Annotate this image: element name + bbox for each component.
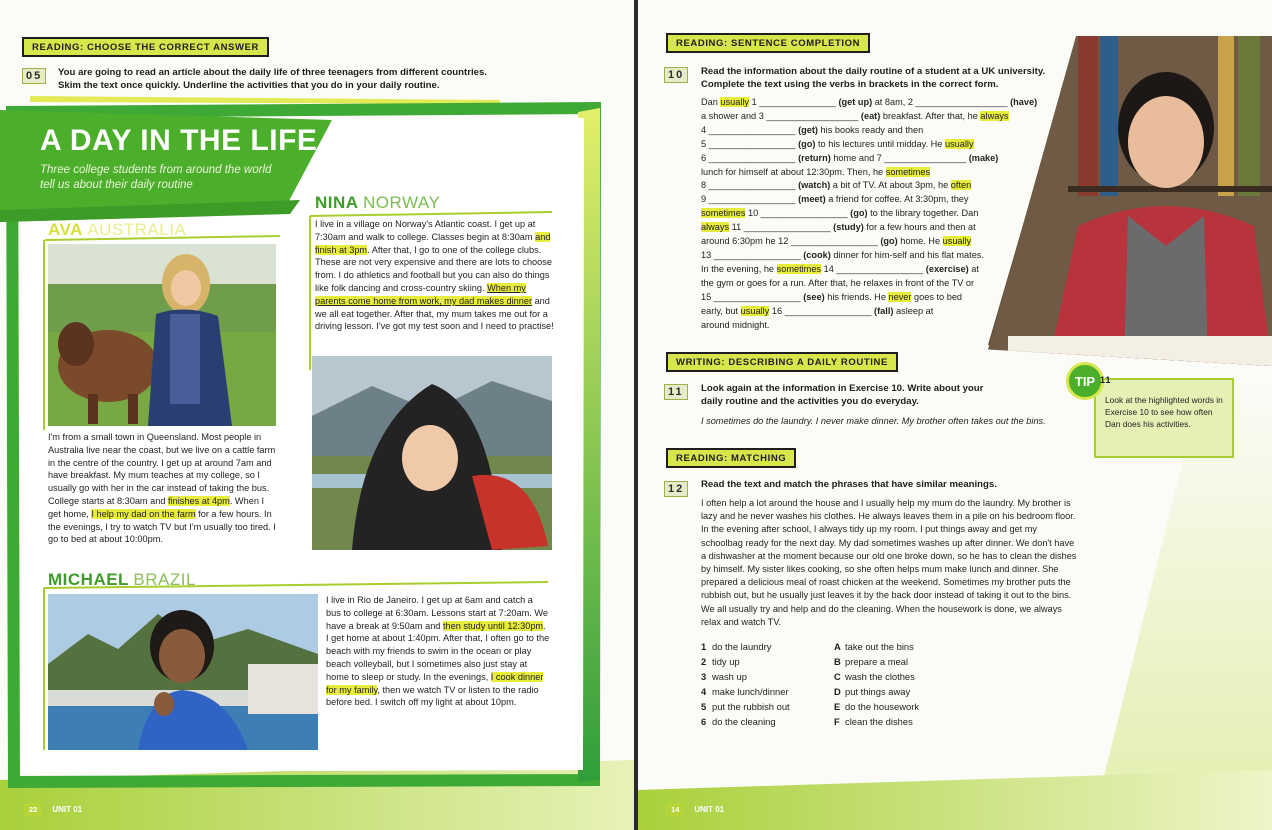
tip-number: 11 bbox=[1100, 375, 1112, 385]
michael-text bbox=[326, 594, 550, 709]
exercise-11-instruction bbox=[701, 382, 1031, 408]
matching-left-item: 5 put the rubbish out bbox=[701, 701, 790, 712]
article-title: A DAY IN THE LIFE bbox=[40, 124, 318, 157]
article-subtitle-line-1: Three college students from around the world bbox=[40, 164, 272, 176]
ava-country: AUSTRALIA bbox=[87, 220, 187, 239]
left-unit-label: UNIT 01 bbox=[52, 805, 83, 814]
michael-text-3: , then we watch TV or listen to the radio before bed. I switch off my light at about 10pm. bbox=[326, 684, 539, 708]
exercise-number-11: 11 bbox=[664, 384, 688, 400]
exercise-10-instruction bbox=[701, 65, 1061, 91]
left-page bbox=[0, 0, 634, 830]
article-subtitle-line-2: tell us about their daily routine bbox=[40, 179, 193, 191]
matching-right-item: A take out the bins bbox=[834, 641, 914, 652]
michael-photo bbox=[48, 594, 318, 750]
ava-text-1: I'm from a small town in Queensland. Most people in Australia live near the coast, but we live on a cattle farm in the centre of the country. I get up at around 7am and have breakfast. My mum teaches at my college, so I usually go with her in the car instead of taking the bus. College starts at 8:30am and bbox=[48, 432, 276, 506]
nina-first-name: NINA bbox=[315, 193, 359, 212]
nina-highlight-2: When my parents come home from work, my dad makes dinner bbox=[315, 282, 533, 306]
section-label-matching: READING: MATCHING bbox=[666, 448, 796, 468]
matching-right-item: C wash the clothes bbox=[834, 671, 915, 682]
michael-name-heading bbox=[48, 570, 196, 590]
nina-highlight-1: and finish at 3pm bbox=[315, 231, 551, 255]
exercise-11-instruction-line-1: Look again at the information in Exercise 10. Write about your bbox=[701, 383, 984, 394]
article-subtitle bbox=[40, 163, 271, 193]
michael-country: BRAZIL bbox=[133, 570, 196, 589]
matching-left-item: 3 wash up bbox=[701, 671, 747, 682]
matching-left-item: 2 tidy up bbox=[701, 656, 740, 667]
exercise-12-text: I often help a lot around the house and I usually help my mum do the laundry. My brother is lazy and he never washes his clothes. He always leaves them in a pile on his bedroom floor. In the evening after school, I always tidy up my room. I put things away and get my schoolbag ready for the next day. My dad sometimes washes up after dinner. We don't have a dishwasher at the moment because our old one broke down, so he has to clean the dishes by himself. My sister likes cooking, so she often helps mum make lunch and dinner. She prepared a delicious meal of roast chicken at the weekend. Sometimes my brother puts the rubbish out, but he usually just leaves it by the back door instead of taking it out to the bins. We all usually try and help and do the cleaning. When the housework is done, we always relax and watch TV. bbox=[701, 498, 1077, 627]
section-label-sentence-completion: READING: SENTENCE COMPLETION bbox=[666, 33, 870, 53]
nina-text-2: . After that, I go to one of the college clubs. These are not very expensive and there are lots to choose from. I do athletics and football but you can also do things like folk dancing and cross-country skiing. bbox=[315, 244, 552, 293]
ava-name-heading bbox=[48, 220, 186, 240]
exercise-number-10: 10 bbox=[664, 67, 688, 83]
nina-country: NORWAY bbox=[363, 193, 441, 212]
michael-highlight-1: then study until 12:30pm bbox=[442, 620, 544, 631]
ava-text bbox=[48, 431, 276, 546]
matching-list-left bbox=[701, 639, 831, 729]
michael-first-name: MICHAEL bbox=[48, 570, 129, 589]
section-label-describing-routine: WRITING: DESCRIBING A DAILY ROUTINE bbox=[666, 352, 898, 372]
ava-text-2: . When I get home, bbox=[48, 495, 265, 519]
ava-highlight-2: I help my dad on the farm bbox=[91, 508, 196, 519]
matching-left-item: 6 do the cleaning bbox=[701, 716, 776, 727]
exercise-11-instruction-line-2: daily routine and the activities you do everyday. bbox=[701, 396, 919, 407]
matching-right-item: F clean the dishes bbox=[834, 716, 913, 727]
right-page-number: 14 bbox=[666, 803, 684, 816]
matching-right-item: D put things away bbox=[834, 686, 911, 697]
matching-left-item: 4 make lunch/dinner bbox=[701, 686, 789, 697]
ava-highlight-1: finishes at 4pm bbox=[168, 495, 230, 506]
exercise-10-instruction-line-2: Complete the text using the verbs in brackets in the correct form. bbox=[701, 79, 999, 90]
left-page-footer bbox=[24, 803, 82, 816]
nina-text-3: and we all eat together. After that, my mum takes me out for a driving lesson. I've got my test soon and I need to practise! bbox=[315, 295, 554, 332]
matching-left-item: 1 do the laundry bbox=[701, 641, 772, 652]
nina-text-1: I live in a village on Norway's Atlantic coast. I get up at 7:30am and walk to college. Classes begin at 8:30am bbox=[315, 219, 536, 242]
left-page-number: 22 bbox=[24, 803, 42, 816]
matching-right-item: E do the housework bbox=[834, 701, 920, 712]
nina-photo-illustration bbox=[312, 356, 552, 550]
exercise-11-example: I sometimes do the laundry. I never make dinner. My brother often takes out the bins. bbox=[701, 416, 1046, 426]
nina-name-heading bbox=[315, 193, 440, 213]
tip-text: Look at the highlighted words in Exercise 10 to see how often Dan does his activities. bbox=[1105, 395, 1223, 429]
exercise-number-05: 05 bbox=[22, 68, 46, 84]
right-page bbox=[638, 0, 1272, 830]
michael-highlight-2: I cook dinner for my family bbox=[326, 671, 544, 695]
ava-first-name: AVA bbox=[48, 220, 83, 239]
right-page-footer bbox=[666, 803, 724, 816]
exercise-10-text: Dan usually 1 _______________ (get up) at 8am, 2 __________________ (have) a shower and 3 __________________ (eat) breakfast. After that, he always 4 _________________ (get) his books ready and then 5 _________________ (go) to his lectures until midday. He usually 6 _________________ (return) home and 7 ________________ (make) lunch for himself at about 12:30pm. Then, he sometimes 8 _________________ (watch) a bit of TV. At about 3pm, he often 9 _________________ (meet) a friend for coffee. At 3:30pm, they sometimes 10 _________________ (go) to the library together. Dan always 11 _________________ (study) for a few hours and then at around 6:30pm he 12 _________________ (go) home. He usually 13 _________________ (cook) dinner for him-self and his flat mates. In the evening, he sometimes 14 _________________ (exercise) at the gym or goes for a run. After that, he relaxes in front of the TV or 15 _________________ (see) his friends. He never goes to bed early, but usually 16 _________________ (fall) asleep at around midnight. bbox=[701, 97, 1038, 330]
ava-photo-illustration bbox=[48, 244, 276, 426]
nina-photo bbox=[312, 356, 552, 550]
exercise-10-instruction-line-1: Read the information about the daily routine of a student at a UK university. bbox=[701, 66, 1046, 77]
ava-photo bbox=[48, 244, 276, 426]
nina-text bbox=[315, 218, 555, 333]
section-label-choose-answer: READING: CHOOSE THE CORRECT ANSWER bbox=[22, 37, 269, 57]
exercise-number-12: 12 bbox=[664, 481, 688, 497]
exercise-05-instruction: You are going to read an article about the daily life of three teenagers from different countries. Skim the text once quickly. Underline the activities that you do in your daily routine. bbox=[58, 67, 487, 91]
michael-text-2: . I get home at about 1:40pm. After that, I often go to the beach with my friends to swim in the ocean or play beach volleyball, but I sometimes also just stay at home to sleep or study. In the evenings, bbox=[326, 620, 550, 682]
michael-photo-illustration bbox=[48, 594, 318, 750]
ava-text-3: for a few hours. In the evenings, I try to watch TV but I'm usually too tired. I go to bed at about 10:00pm. bbox=[48, 508, 276, 545]
matching-right-item: B prepare a meal bbox=[834, 656, 909, 667]
tip-badge: TIP bbox=[1066, 362, 1104, 400]
matching-list-right bbox=[834, 639, 984, 729]
michael-text-1: I live in Rio de Janeiro. I get up at 6am and catch a bus to college at 6:30am. Lessons start at 7:20am. We have a break at 9:50am and bbox=[326, 595, 548, 631]
exercise-12-instruction: Read the text and match the phrases that have similar meanings. bbox=[701, 479, 997, 490]
right-unit-label: UNIT 01 bbox=[694, 805, 725, 814]
